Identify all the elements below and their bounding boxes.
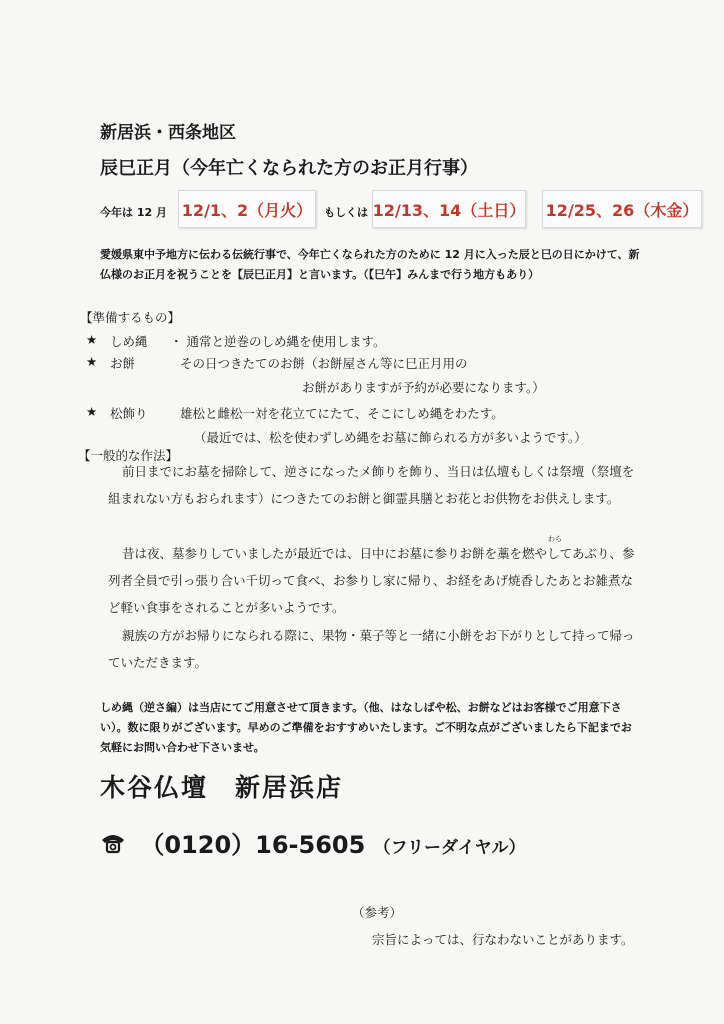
date-option-1: 12/1、2（月火） (178, 190, 316, 228)
reference-text: 宗旨によっては、行なわないことがあります。 (372, 932, 634, 947)
event-title: 辰巳正月（今年亡くなられた方のお正月行事） (100, 158, 478, 179)
shop-name: 木谷仏壇 新居浜店 (100, 773, 344, 802)
phone-note: （フリーダイヤル） (373, 838, 526, 858)
manners-paragraph-3: 親族の方がお帰りになられる際に、果物・菓子等と一緒に小餅をお下がりとして持って帰っていただきます。 (108, 628, 635, 670)
intro-text: 愛媛県東中予地方に伝わる伝統行事で、今年亡くなられた方のために 12 月に入った辰と巳の日にかけて、新仏様のお正月を祝うことを【辰巳正月】と言います。（【巳午】みんまで行う地方もあり） (100, 248, 640, 281)
manners-paragraph-1: 前日までにお墓を掃除して、逆さになったメ飾りを飾り、当日は仏壇もしくは祭壇（祭壇を組まれない方もおられます）につきたてのお餅と御霊具膳とお花とお供物をお供えします。 (108, 464, 635, 506)
notice-text: しめ縄（逆さ編）は当店にてご用意させて頂きます。（他、はなしばや松、お餅などはお客様でご用意下さい）。数に限りがございます。早めのご準備をおすすめいたします。ご不明な点がございましたら下記までお気軽にお問い合わせ下さいませ。 (100, 701, 632, 754)
area-heading: 新居浜・西条地区 (100, 123, 236, 143)
manners-heading: 【一般的な作法】 (78, 448, 179, 463)
item-name-mochi: お餅 (110, 356, 136, 371)
date-option-2: 12/13、14（土日） (372, 190, 526, 228)
date-prefix: 今年は 12 月 (100, 206, 167, 219)
ruby-text: わら (548, 535, 562, 543)
star-icon: ★ (86, 332, 98, 347)
date-option-3: 12/25、26（木金） (542, 190, 702, 228)
item-desc-matsukazari-cont: （最近では、松を使わずしめ縄をお墓に飾られる方が多いようです。） (194, 430, 587, 445)
manners-paragraph-2: 昔は夜、墓参りしていましたが最近では、日中にお墓に参りお餅を藁を燃やしてあぶり、参列者全員で引っ張り合い千切って食べ、お参りし家に帰り、お経をあげ焼香したあとお雑煮など軽い食事をされることが多いようです。 (108, 546, 635, 615)
item-name-shimenawa: しめ縄 (110, 334, 148, 349)
prepare-heading: 【準備するもの】 (80, 310, 181, 325)
star-icon: ★ (86, 354, 98, 369)
phone-number: （0120）16-5605 (140, 831, 366, 859)
item-desc-shimenawa: ・ 通常と逆巻のしめ縄を使用します。 (170, 334, 386, 349)
phone-line (100, 825, 525, 860)
phone-icon (100, 832, 126, 860)
or-label: もしくは (324, 206, 368, 219)
reference-label: （参考） (352, 905, 403, 920)
item-name-matsukazari: 松飾り (110, 406, 148, 421)
item-desc-matsukazari: 雄松と雌松一対を花立てにたて、そこにしめ縄をわたす。 (180, 406, 504, 421)
item-desc-mochi: その日つきたてのお餅（お餅屋さん等に巳正月用の (180, 356, 468, 371)
item-desc-mochi-cont: お餅がありますが予約が必要になります。） (302, 380, 545, 395)
star-icon: ★ (86, 404, 98, 419)
